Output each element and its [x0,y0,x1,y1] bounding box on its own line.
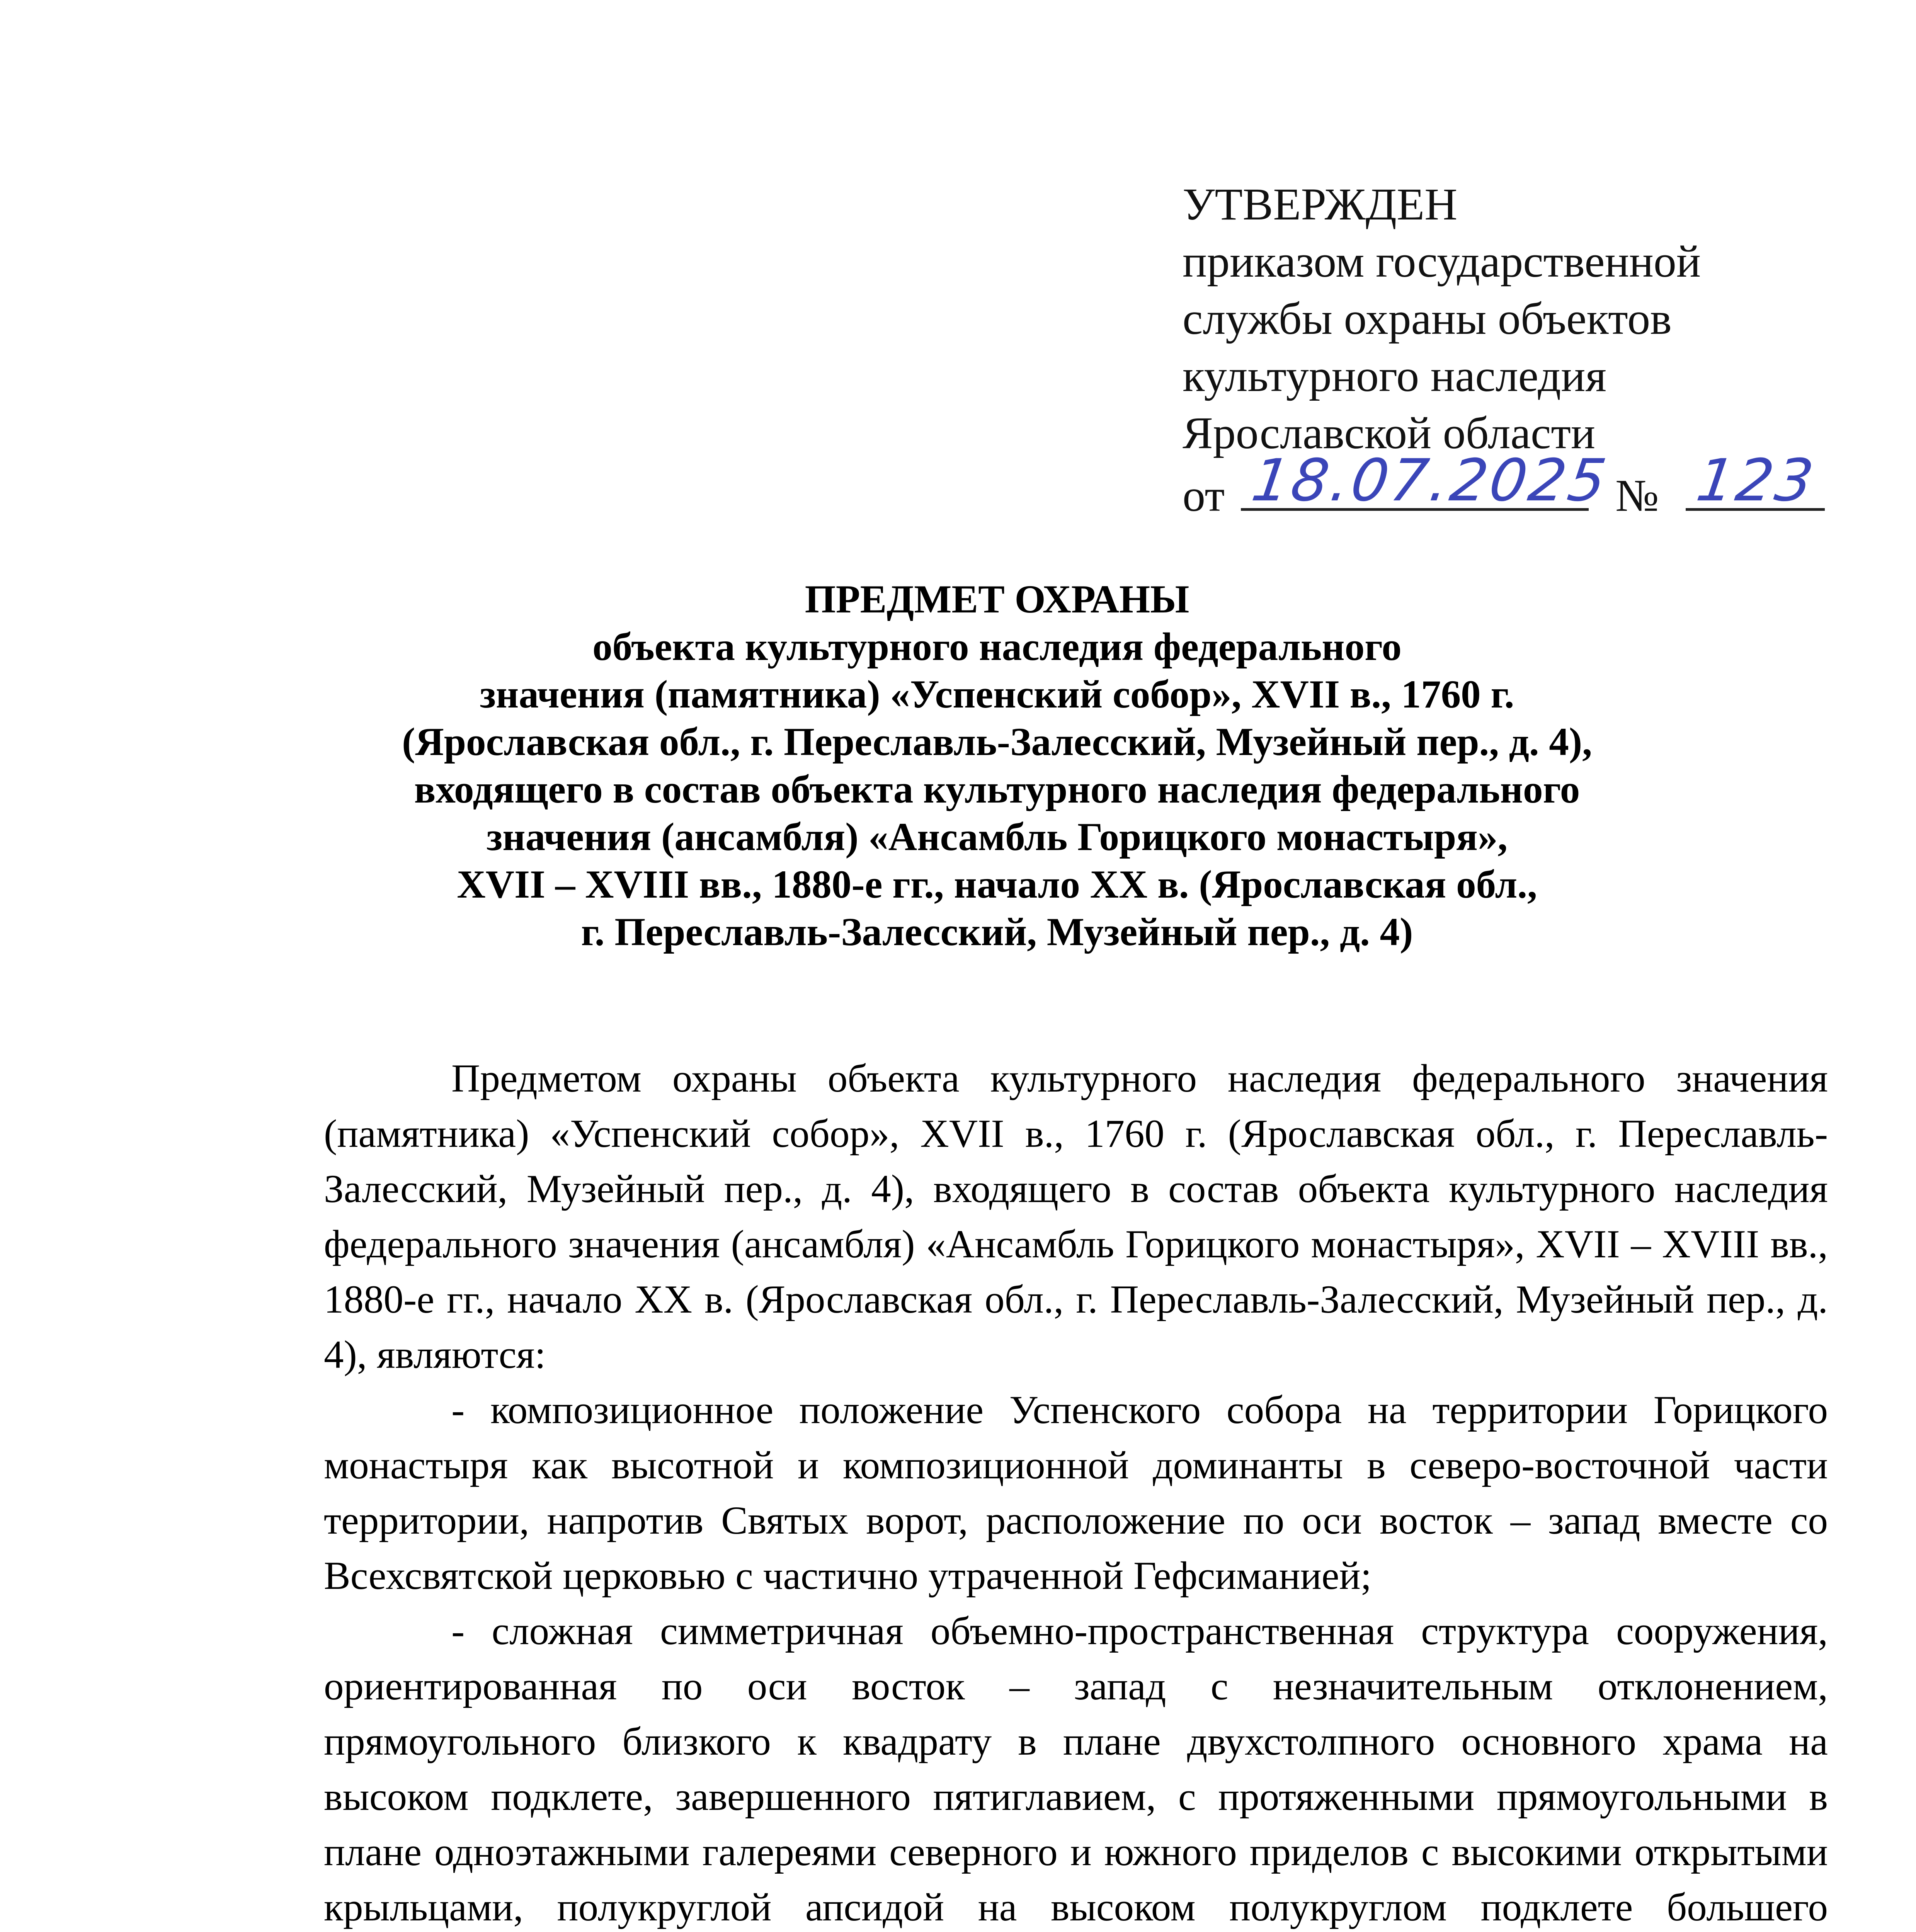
title-main: ПРЕДМЕТ ОХРАНЫ [805,577,1189,621]
handwritten-date: 18.07.2025 [1247,447,1612,514]
approval-heading: УТВЕРЖДЕН [1183,179,1458,230]
title-line: входящего в состав объекта культурного наследия федерального [414,767,1580,811]
title-line: значения (ансамбля) «Ансамбль Горицкого монастыря», [486,815,1508,859]
title-line: XVII – XVIII вв., 1880-е гг., начало XX в. (Ярославская обл., [457,862,1537,906]
order-date-number-line [1183,447,1820,524]
title-line: (Ярославская обл., г. Переславль-Залесский, Музейный пер., д. 4), [402,720,1592,764]
title-line: г. Переславль-Залесский, Музейный пер., д. 4) [581,910,1413,954]
list-item: - сложная симметричная объемно-пространственная структура сооружения, ориентированная по оси восток – запад с незначительным отклонением, прямоугольного близкого к квадрату в плане двухстолпного основного храма на высоком подклете, завершенного пятиглавием, с протяженными прямоугольными в плане одноэтажными галереями северного и южного приделов с высокими открытыми крыльцами, полукруглой апсидой на высоком полукруглом подклете большего [324,1609,1828,1929]
title-line: объекта культурного наследия федерального [592,625,1402,669]
title-line: значения (памятника) «Успенский собор», XVII в., 1760 г. [480,672,1514,716]
handwritten-number: 123 [1692,447,1820,514]
document-title [185,576,1809,956]
approval-line: приказом государственной [1183,236,1701,287]
approval-block [1183,176,1820,524]
document-body [324,1051,1828,1932]
number-blank [1686,447,1825,514]
date-prefix: от [1183,470,1225,521]
approval-line: службы охраны объектов [1183,293,1672,344]
list-item: - композиционное положение Успенского собора на территории Горицкого монастыря как высотной и композиционной доминанты в северо-восточной части территории, напротив Святых ворот, расположение по оси восток – запад вместе со Всехсвятской церковью с частично утраченной Гефсиманией; [324,1388,1828,1598]
approval-line: культурного наследия [1183,350,1606,401]
date-blank [1241,447,1612,514]
approval-line: Ярославской области [1183,408,1596,458]
number-prefix: № [1615,470,1659,521]
intro-paragraph: Предметом охраны объекта культурного наследия федерального значения (памятника) «Успенский собор», XVII в., 1760 г. (Ярославская обл., г. Переславль-Залесский, Музейный пер., д. 4), входящего в состав объекта культурного наследия федерального значения (ансамбля) «Ансамбль Горицкого монастыря», XVII – XVIII вв., 1880-е гг., начало XX в. (Ярославская обл., г. Переславль-Залесский, Музейный пер., д. 4), являются: [324,1056,1828,1377]
